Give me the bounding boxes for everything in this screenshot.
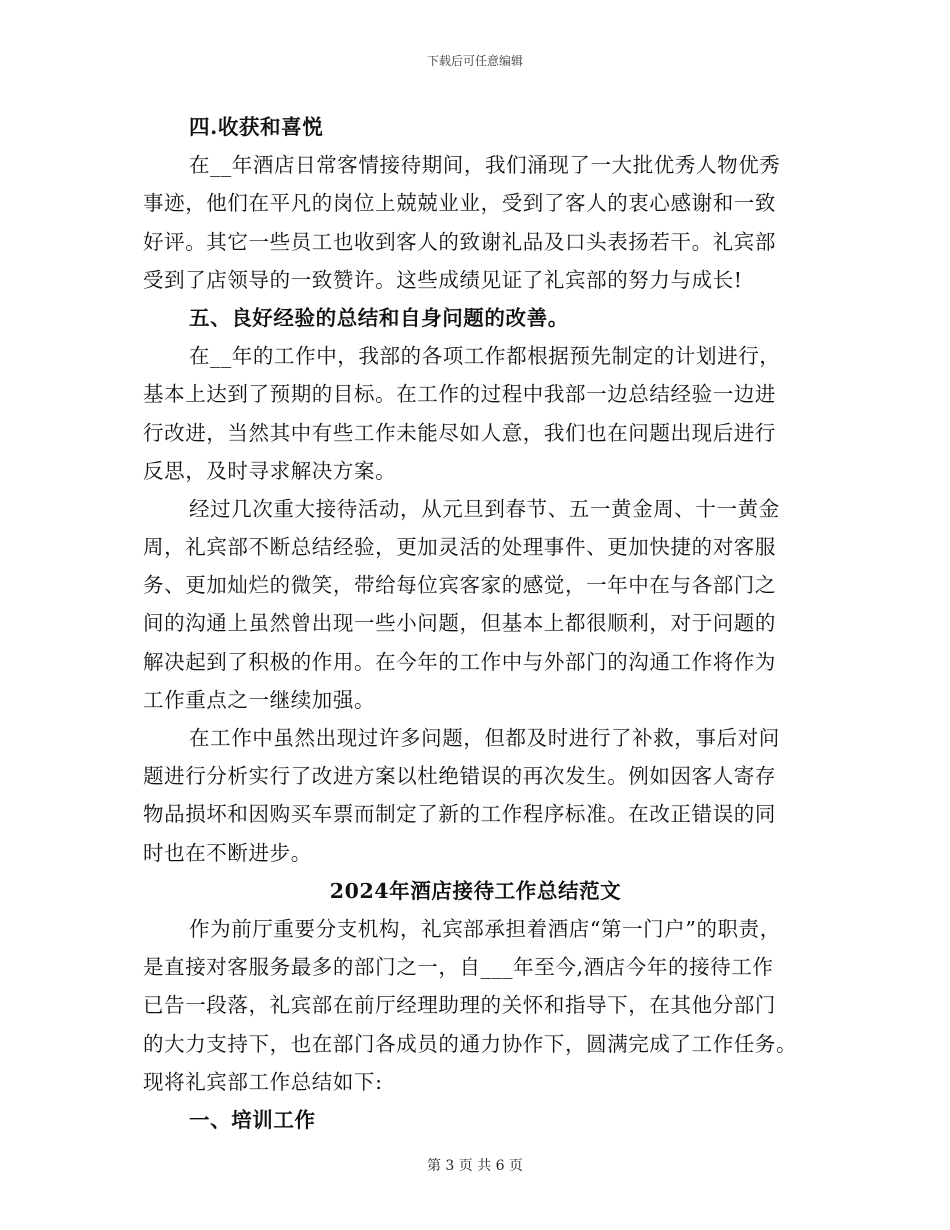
document-body xyxy=(143,108,808,1139)
paragraph-line: 在__年酒店日常客情接待期间，我们涌现了一大批优秀人物优秀 xyxy=(189,153,781,178)
paragraph-line: 在工作中虽然出现过许多问题，但都及时进行了补救，事后对问 xyxy=(189,726,780,750)
paragraph-line: 间的沟通上虽然曾出现一些小问题，但基本上都很顺利，对于问题的 xyxy=(143,611,776,636)
paragraph-line: 经过几次重大接待活动，从元旦到春节、五一黄金周、十一黄金 xyxy=(189,496,780,521)
section-heading-5: 五、良好经验的总结和自身问题的改善。 xyxy=(189,305,569,330)
paragraph-line: 反思，及时寻求解决方案。 xyxy=(143,458,397,483)
paragraph-line: 已告一段落，礼宾部在前厅经理助理的关怀和指导下，在其他分部门 xyxy=(143,993,776,1018)
paragraph-line: 物品损坏和因购买车票而制定了新的工作程序标准。在改正错误的同 xyxy=(143,802,776,827)
paragraph-line: 的大力支持下，也在部门各成员的通力协作下，圆满完成了工作任务。 xyxy=(143,1031,798,1056)
paragraph-line: 周，礼宾部不断总结经验，更加灵活的处理事件、更加快捷的对客服 xyxy=(143,535,776,560)
paragraph-line: 好评。其它一些员工也收到客人的致谢礼品及口头表扬若干。礼宾部 xyxy=(143,229,776,254)
paragraph-line: 工作重点之一继续加强。 xyxy=(143,687,376,712)
document-title: 2024年酒店接待工作总结范文 xyxy=(329,878,622,903)
paragraph-line: 是直接对客服务最多的部门之一，自___年至今,酒店今年的接待工作 xyxy=(143,955,774,980)
paragraph-line: 在__年的工作中，我部的各项工作都根据预先制定的计划进行， xyxy=(189,344,781,369)
paragraph-line: 解决起到了积极的作用。在今年的工作中与外部门的沟通工作将作为 xyxy=(143,649,776,674)
paragraph-line: 基本上达到了预期的目标。在工作的过程中我部一边总结经验一边进 xyxy=(143,382,776,407)
paragraph-line: 题进行分析实行了改进方案以杜绝错误的再次发生。例如因客人寄存 xyxy=(143,764,776,789)
paragraph-line: 作为前厅重要分支机构，礼宾部承担着酒店“第一门户”的职责， xyxy=(189,916,781,941)
paragraph-line: 事迹，他们在平凡的岗位上兢兢业业，受到了客人的衷心感谢和一致 xyxy=(143,191,776,216)
header-note: 下载后可任意编辑 xyxy=(426,54,523,68)
section-heading-4: 四.收获和喜悦 xyxy=(189,115,324,139)
section-heading-1: 一、培训工作 xyxy=(189,1107,316,1132)
paragraph-line: 现将礼宾部工作总结如下: xyxy=(143,1069,383,1094)
paragraph-line: 时也在不断进步。 xyxy=(143,840,312,865)
page-number-footer: 第 3 页 共 6 页 xyxy=(426,1158,524,1174)
paragraph-line: 务、更加灿烂的微笑，带给每位宾客家的感觉，一年中在与各部门之 xyxy=(143,573,776,598)
paragraph-line: 受到了店领导的一致赞许。这些成绩见证了礼宾部的努力与成长! xyxy=(143,267,743,292)
paragraph-line: 行改进，当然其中有些工作未能尽如人意，我们也在问题出现后进行 xyxy=(143,420,776,445)
